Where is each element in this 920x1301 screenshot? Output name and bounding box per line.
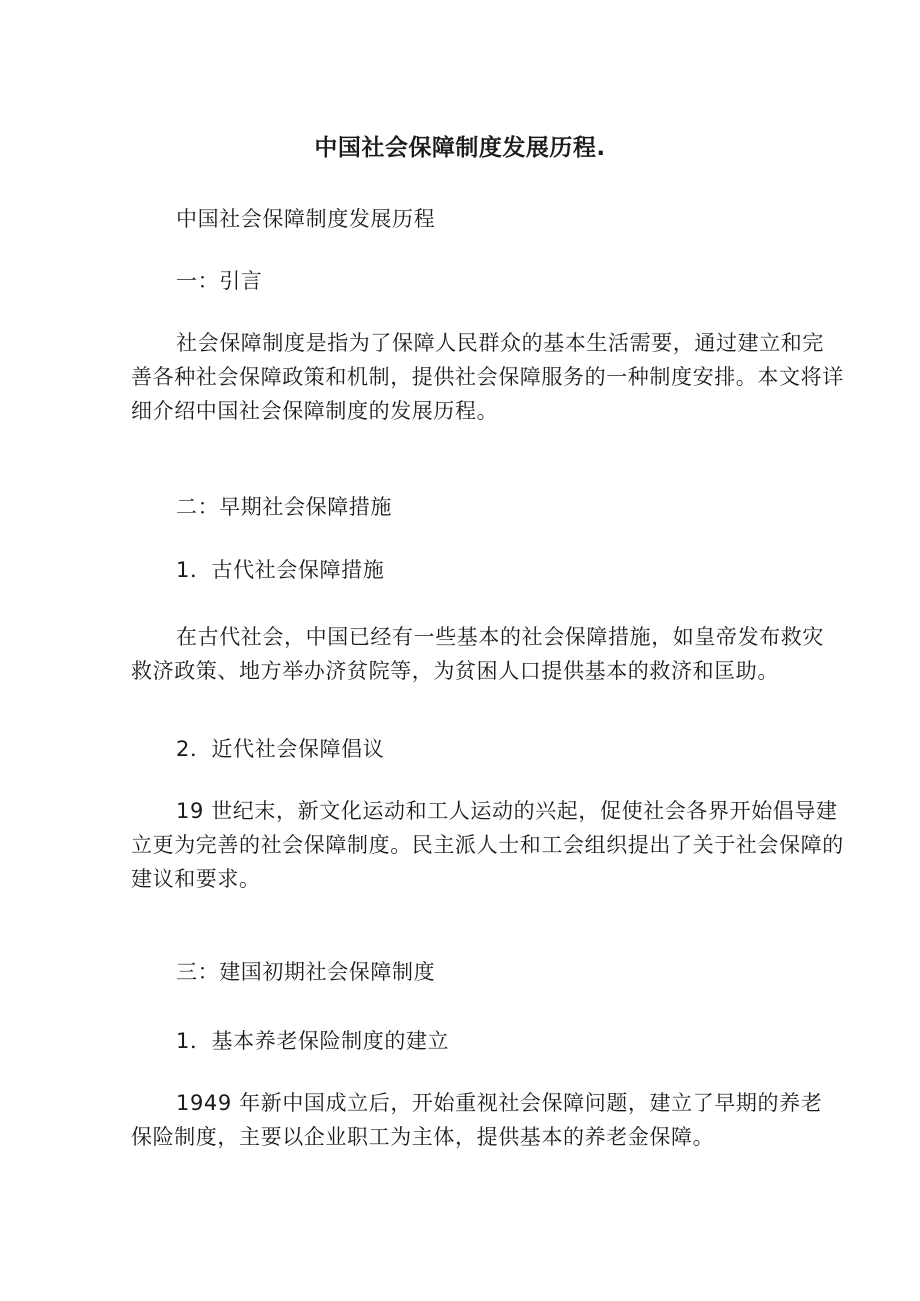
paragraph-line: 立更为完善的社会保障制度。民主派人士和工会组织提出了关于社会保障的 (131, 833, 844, 857)
paragraph-modern (131, 794, 844, 896)
document-subtitle: 中国社会保障制度发展历程 (176, 207, 436, 231)
paragraph-line: 细介绍中国社会保障制度的发展历程。 (131, 399, 499, 423)
paragraph-line: 保险制度，主要以企业职工为主体，提供基本的养老金保障。 (131, 1125, 715, 1149)
paragraph-line: 在古代社会，中国已经有一些基本的社会保障措施，如皇帝发布救灾 (176, 625, 824, 649)
subsection-heading-modern: 2．近代社会保障倡议 (176, 737, 385, 761)
subsection-heading-ancient: 1．古代社会保障措施 (176, 558, 385, 582)
paragraph-line: 救济政策、地方举办济贫院等，为贫困人口提供基本的救济和匡助。 (131, 659, 779, 683)
document-title: 中国社会保障制度发展历程. (314, 135, 606, 161)
paragraph-intro (131, 326, 844, 428)
section-heading-early: 二：早期社会保障措施 (176, 495, 392, 519)
paragraph-line: 19 世纪末，新文化运动和工人运动的兴起，促使社会各界开始倡导建 (176, 799, 838, 823)
paragraph-line: 社会保障制度是指为了保障人民群众的基本生活需要，通过建立和完 (176, 331, 824, 355)
section-heading-founding: 三：建国初期社会保障制度 (176, 960, 436, 984)
paragraph-line: 1949 年新中国成立后，开始重视社会保障问题，建立了早期的养老 (176, 1091, 823, 1115)
paragraph-line: 建议和要求。 (131, 867, 261, 891)
paragraph-ancient (131, 620, 824, 688)
paragraph-line: 善各种社会保障政策和机制，提供社会保障服务的一种制度安排。本文将详 (131, 365, 844, 389)
subsection-heading-pension: 1．基本养老保险制度的建立 (176, 1029, 450, 1053)
paragraph-pension (131, 1086, 823, 1154)
section-heading-intro: 一：引言 (176, 269, 263, 293)
